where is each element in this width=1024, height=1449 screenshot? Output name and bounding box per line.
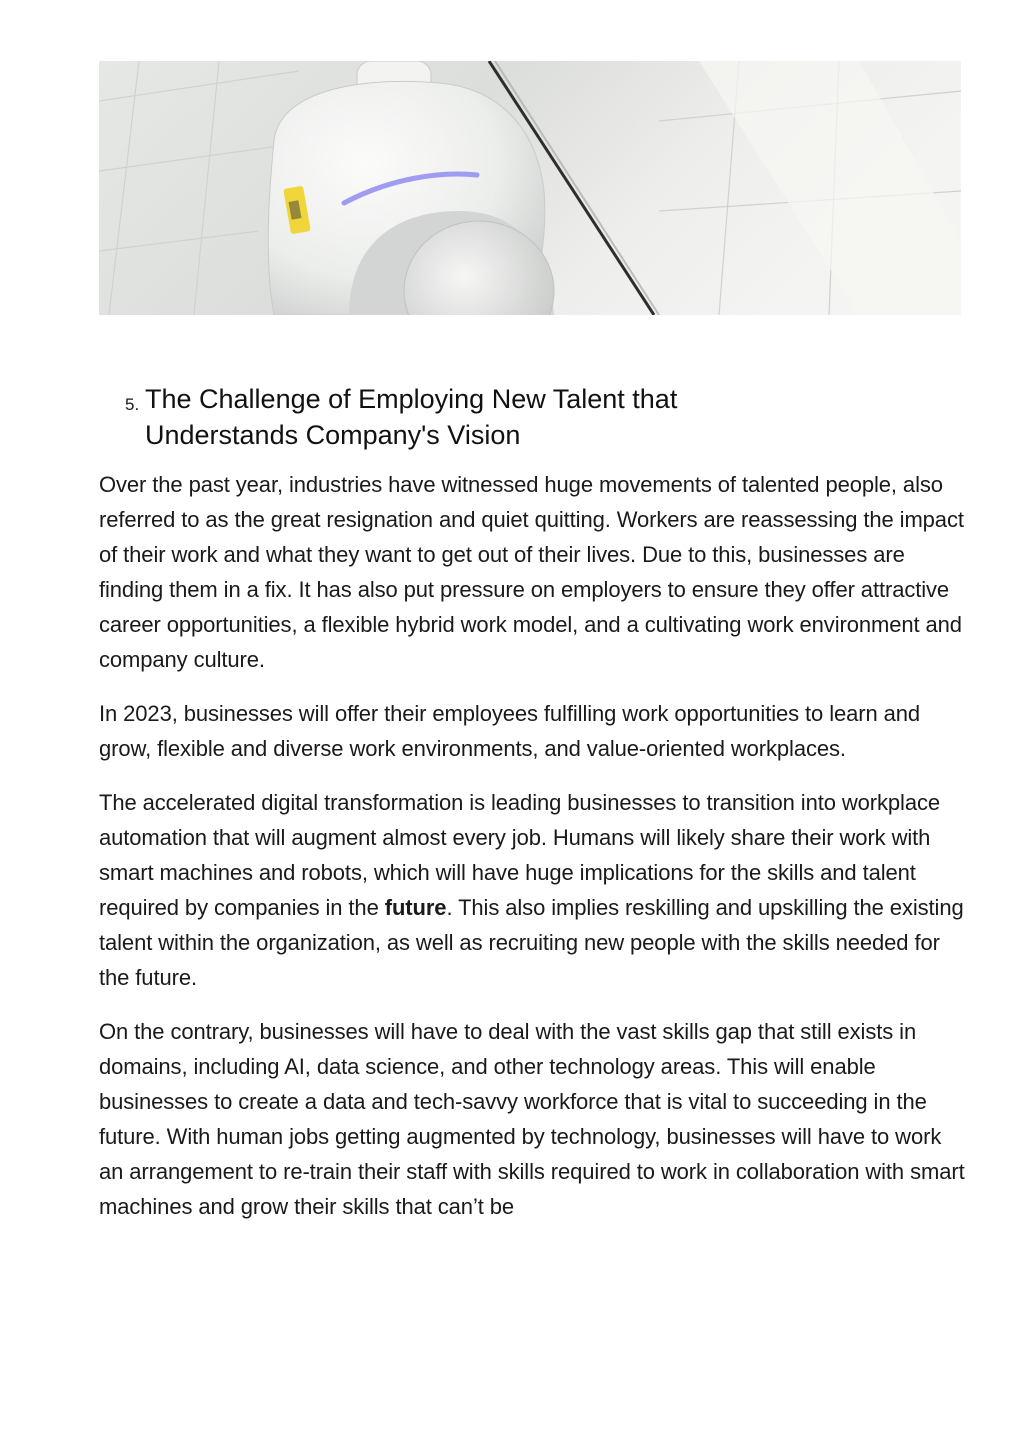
section-title-line1: The Challenge of Employing New Talent that: [145, 384, 678, 414]
hero-image: [99, 61, 961, 315]
paragraph-3-text-b: . This also implies reskilling and upskilling the existing talent within the organization, as well as recruiting new people with the skills needed for the future.: [99, 895, 964, 990]
section-number: 5.: [125, 395, 140, 414]
paragraph-3-text-a: The accelerated digital transformation is leading businesses to transition into workplace automation that will augment almost every job. Humans will likely share their work with smart machines and robots, which will have huge implications for the skills and talent required by companies in the: [99, 790, 941, 920]
section-heading: [125, 381, 925, 453]
section-title-line2: Understands Company's Vision: [145, 420, 521, 450]
paragraph-3: [99, 785, 969, 995]
robot-photo: [99, 61, 961, 315]
section-title: [125, 381, 925, 453]
article-body: [99, 467, 969, 1243]
future-link[interactable]: future: [384, 895, 447, 920]
paragraph-1: Over the past year, industries have witnessed huge movements of talented people, also referred to as the great resignation and quiet quitting. Workers are reassessing the impact of their work and what they want to get out of their lives. Due to this, businesses are finding them in a fix. It has also put pressure on employers to ensure they offer attractive career opportunities, a flexible hybrid work model, and a cultivating work environment and company culture.: [99, 472, 964, 672]
paragraph-2: In 2023, businesses will offer their employees fulfilling work opportunities to learn and grow, flexible and diverse work environments, and value-oriented workplaces.: [99, 701, 921, 761]
paragraph-4: On the contrary, businesses will have to deal with the vast skills gap that still exists in domains, including AI, data science, and other technology areas. This will enable businesses to create a data and tech-savvy workforce that is vital to succeeding in the future. With human jobs getting augmented by technology, businesses will have to work an arrangement to re-train their staff with skills required to work in collaboration with smart machines and grow their skills that can’t be: [99, 1019, 965, 1219]
